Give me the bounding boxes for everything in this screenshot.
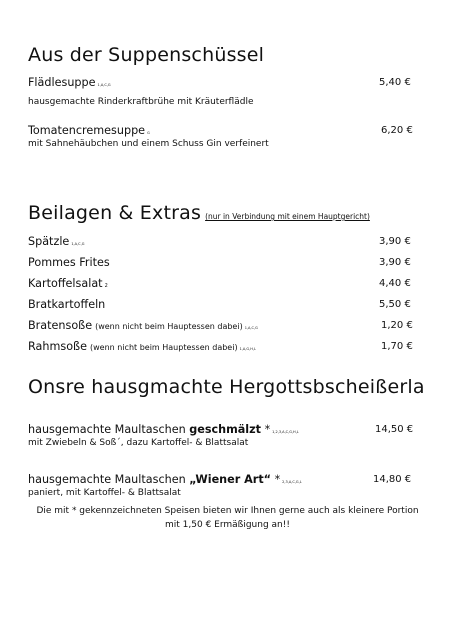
allergen-codes: 1,A,G,H,L (239, 347, 256, 351)
main-star: * (274, 473, 281, 486)
soup-name: Tomatencremesuppe (28, 124, 146, 137)
soup-name: Flädlesuppe (28, 76, 96, 89)
side-name: Rahmsoße (28, 340, 87, 353)
allergen-codes: 1,A,C,G (71, 242, 85, 246)
allergen-codes: 1,A,C,G (97, 83, 111, 87)
side-name: Spätzle (28, 235, 70, 248)
soup-item-name (28, 76, 111, 89)
soup-desc: mit Sahnehäubchen und einem Schuss Gin verfeinert (28, 139, 269, 149)
side-item (28, 235, 84, 248)
side-price: 3,90 € (379, 257, 411, 268)
side-item (28, 319, 258, 332)
allergen-codes: 1,2,3,A,C,G,H,L (272, 430, 299, 434)
main-star: * (264, 423, 271, 436)
sides-heading: Beilagen & Extras (28, 202, 202, 224)
allergen-codes: G (147, 131, 150, 135)
allergen-codes: 2,3,A,C,G,L (282, 480, 302, 484)
side-extra: (wenn nicht beim Hauptessen dabei) (89, 343, 238, 352)
main-bold: „Wiener Art“ (189, 473, 272, 486)
main-name: hausgemachte Maultaschen (28, 423, 186, 436)
side-item (28, 340, 256, 353)
side-price: 3,90 € (379, 236, 411, 247)
main-desc: paniert, mit Kartoffel- & Blattsalat (28, 488, 181, 498)
soups-heading: Aus der Suppenschüssel (28, 44, 265, 66)
side-price: 1,70 € (381, 341, 413, 352)
side-name: Kartoffelsalat (28, 277, 103, 290)
side-item (28, 277, 108, 290)
soup-price: 5,40 € (379, 77, 411, 88)
main-price: 14,80 € (373, 474, 412, 485)
side-price: 1,20 € (381, 320, 413, 331)
main-price: 14,50 € (375, 424, 414, 435)
sides-heading-row (28, 202, 370, 224)
soup-item-name (28, 124, 150, 137)
side-extra: (wenn nicht beim Hauptessen dabei) (95, 322, 243, 331)
side-name: Bratkartoffeln (28, 298, 106, 311)
mains-heading: Onsre hausgmachte Hergottsbscheißerla (28, 376, 425, 398)
side-price: 5,50 € (379, 299, 411, 310)
footer-line-1: Die mit * gekennzeichneten Speisen bieten wir Ihnen gerne auch als kleinere Portion (36, 506, 419, 516)
soup-desc: hausgemachte Rinderkraftbrühe mit Kräuterflädle (28, 97, 254, 107)
sides-note: (nur in Verbindung mit einem Hauptgericht) (205, 212, 370, 221)
footer-line-2: mit 1,50 € Ermäßigung an!! (165, 520, 290, 530)
main-item (28, 473, 302, 486)
soup-price: 6,20 € (381, 125, 413, 136)
main-item (28, 423, 299, 436)
side-item (28, 298, 105, 311)
allergen-codes: 1,A,C,G (244, 326, 258, 330)
side-name: Bratensoße (28, 319, 93, 332)
side-item (28, 256, 110, 269)
side-name: Pommes Frites (28, 256, 110, 269)
allergen-codes: 2 (104, 283, 108, 289)
main-name: hausgemachte Maultaschen (28, 473, 186, 486)
main-desc: mit Zwiebeln & Soß´, dazu Kartoffel- & Blattsalat (28, 438, 249, 448)
main-bold: geschmälzt (189, 423, 261, 436)
side-price: 4,40 € (379, 278, 411, 289)
